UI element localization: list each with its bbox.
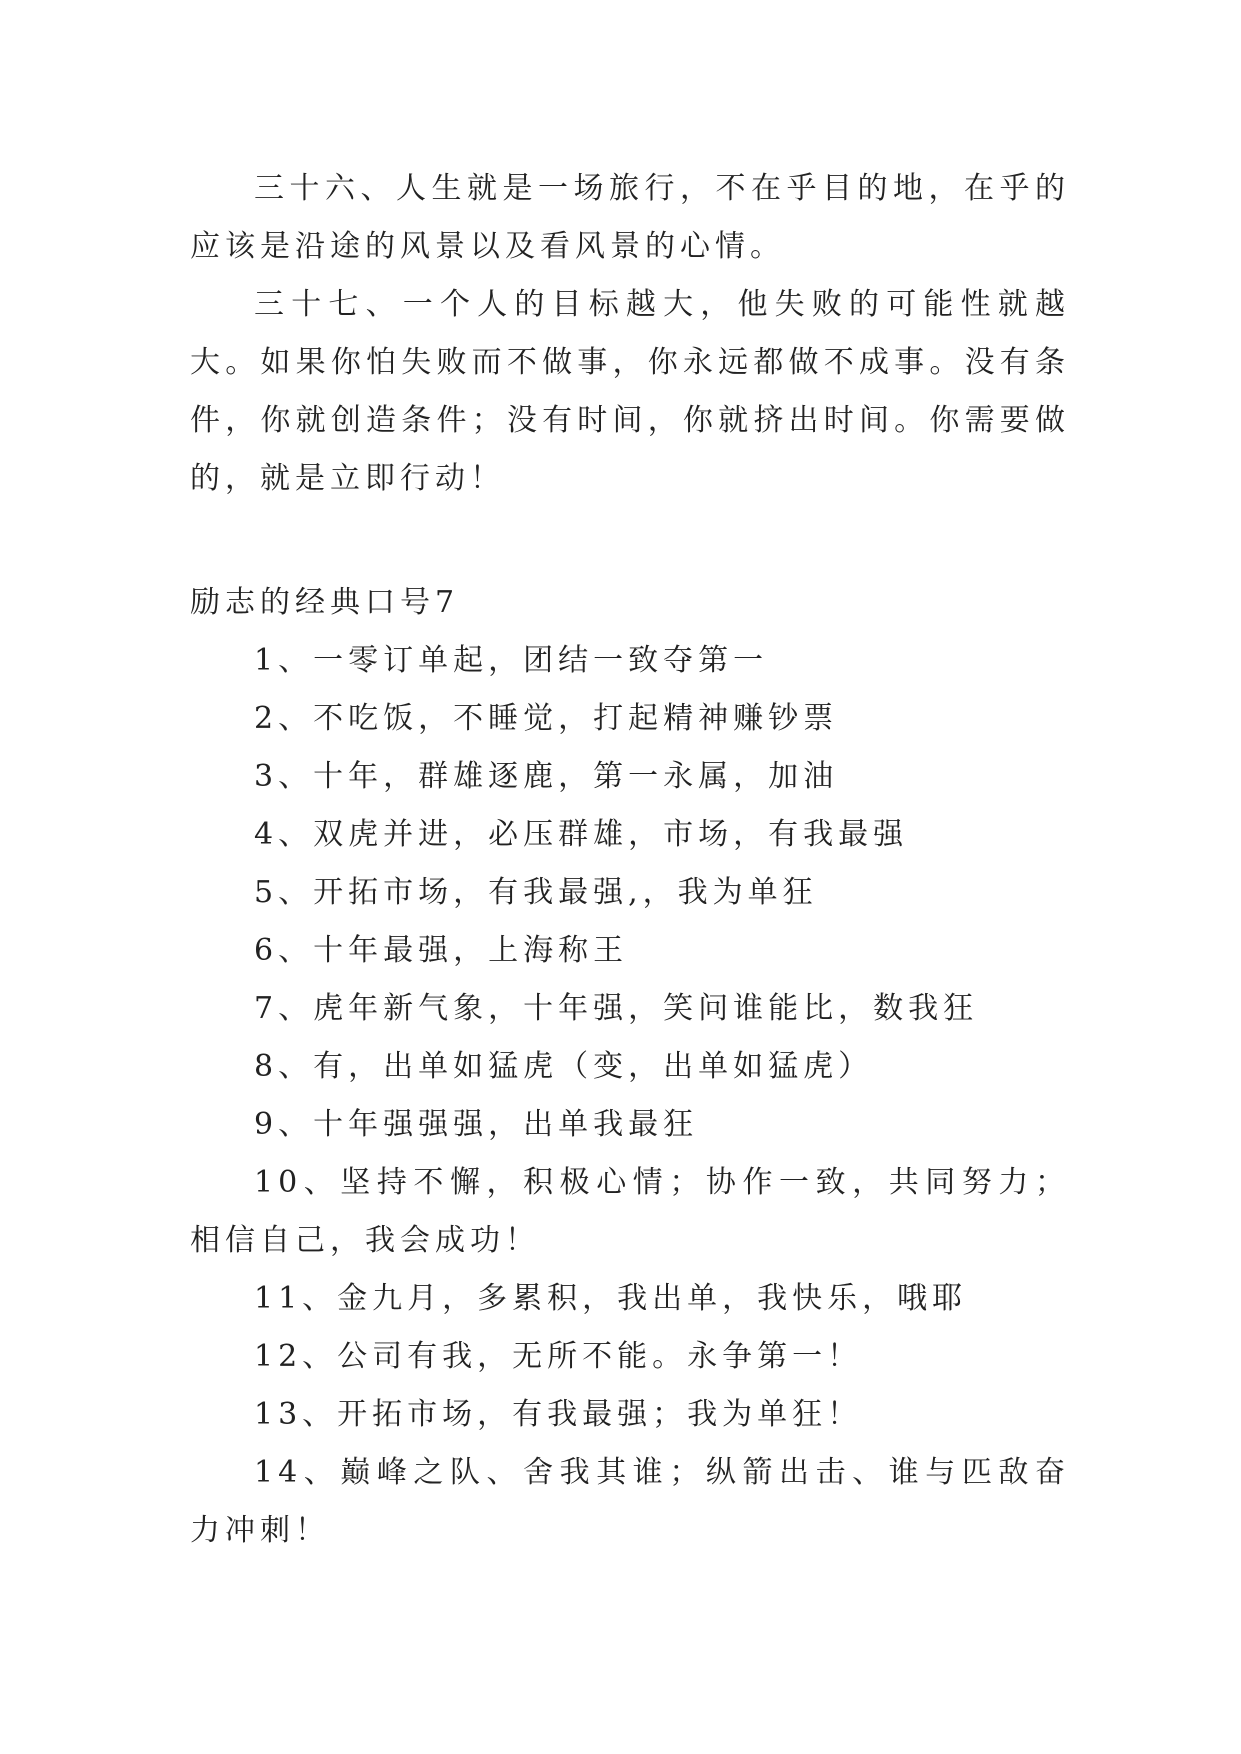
list-item: 5、开拓市场，有我最强,，我为单狂 — [254, 875, 818, 910]
list-item: 9、十年强强强，出单我最狂 — [254, 1107, 699, 1142]
list-item: 10、坚持不懈，积极心情；协作一致，共同努力；相信自己，我会成功！ — [190, 1165, 1070, 1258]
list-item: 11、金九月，多累积，我出单，我快乐，哦耶 — [254, 1281, 968, 1316]
list-item: 13、开拓市场，有我最强；我为单狂！ — [254, 1397, 863, 1432]
paragraph-36: 三十六、人生就是一场旅行，不在乎目的地，在乎的应该是沿途的风景以及看风景的心情。 — [190, 171, 1070, 264]
paragraph-37: 三十七、一个人的目标越大，他失败的可能性就越大。如果你怕失败而不做事，你永远都做不成事。没有条件，你就创造条件；没有时间，你就挤出时间。你需要做的，就是立即行动！ — [190, 287, 1070, 496]
list-item: 1、一零订单起，团结一致夺第一 — [254, 643, 769, 678]
list-item: 6、十年最强，上海称王 — [254, 933, 629, 968]
list-item: 4、双虎并进，必压群雄，市场，有我最强 — [254, 817, 909, 852]
list-item: 14、巅峰之队、舍我其谁；纵箭出击、谁与匹敌奋力冲刺！ — [190, 1455, 1070, 1548]
list-item: 8、有，出单如猛虎（变，出单如猛虎） — [254, 1049, 874, 1084]
list-item: 3、十年，群雄逐鹿，第一永属，加油 — [254, 759, 839, 794]
list-item: 2、不吃饭，不睡觉，打起精神赚钞票 — [254, 701, 839, 736]
document-body — [190, 160, 1070, 1560]
list-item: 12、公司有我，无所不能。永争第一！ — [254, 1339, 863, 1374]
section-heading: 励志的经典口号7 — [190, 585, 460, 620]
list-item: 7、虎年新气象，十年强，笑问谁能比，数我狂 — [254, 991, 979, 1026]
